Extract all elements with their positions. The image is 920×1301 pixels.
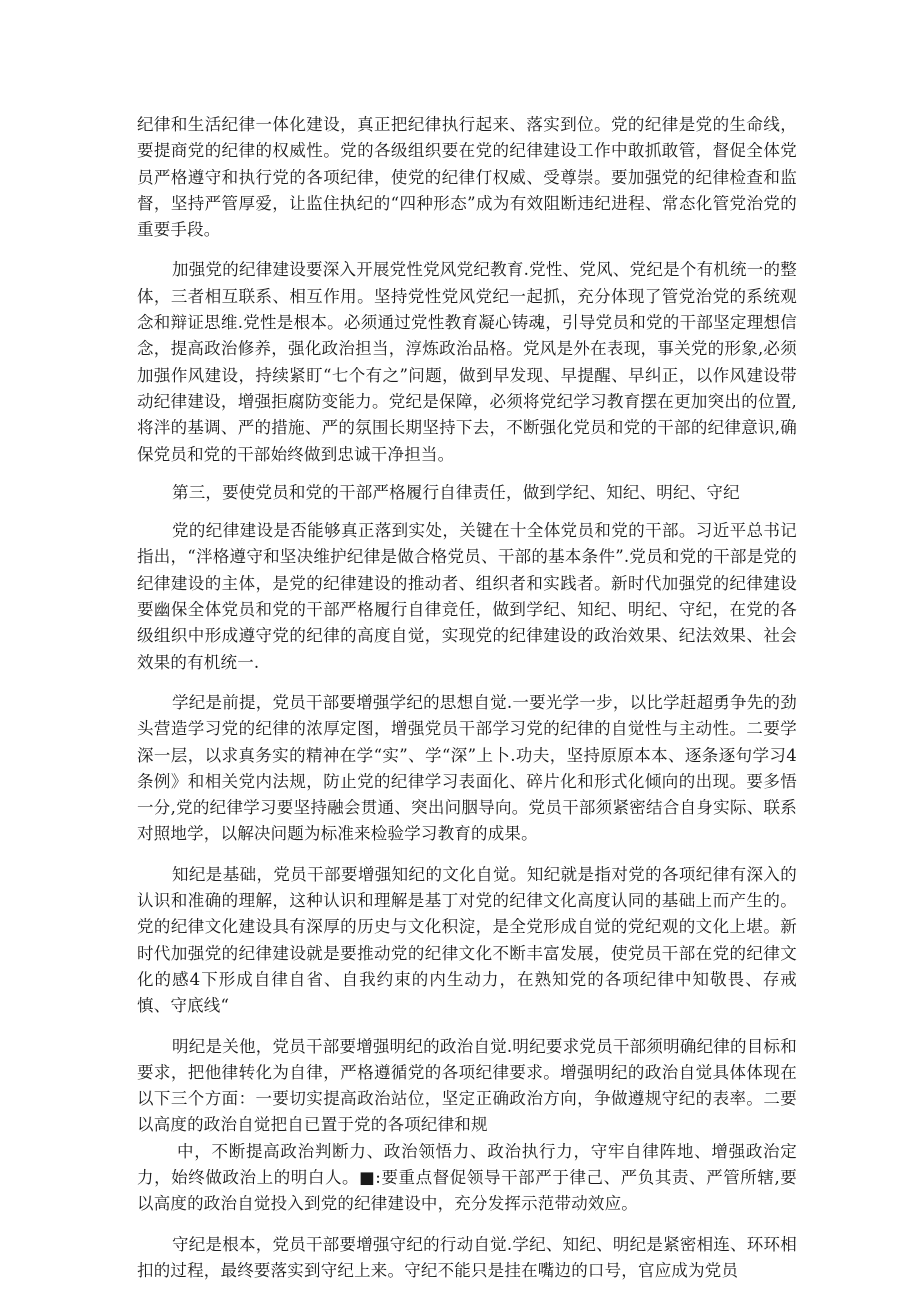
paragraph-know-discipline: 知纪是基础，党员干部要增强知纪的文化自觉。知纪就是指对党的各项纪律有深入的认识和准确的理解，这种认识和理解是基丁对党的纪律文化高度认同的基础上而产生的。党的纪律文化建设具有深厚的历史与文化积淀，是全党形成自觉的党纪观的文化上堪。新时代加强党的纪律建设就是要推动党的纪律文化不断丰富发展，使党员干部在党的纪律文化的感4下形成自律自省、自我约束的内生动力，在熟知党的各项纪律中知敬畏、存戒慎、守底线“ xyxy=(137,864,797,1016)
paragraph-understand-discipline-continued: 中，不断提高政治判断力、政治领悟力、政治执行力，守牢自律阵地、增强政治定力，始终做政治上的明白人。■:要重点督促领导干部严于律己、严负其责、严管所辖,要以高度的政治自觉投入到党的纪律建设中，充分发挥示范带动效应。 xyxy=(137,1141,797,1214)
paragraph-learn-discipline: 学纪是前提，党员干部要增强学纪的思想自觉.一要光学一步，以比学赶超勇争先的劲头营造学习党的纪律的浓厚定图，增强党员干部学习党的纪律的自觉性与主动性。二要学深一层，以求真务实的精神在学“实”、学“深”上卜.功夫，坚持原原本本、逐条逐句学习4条例》和相关党内法规，防止党的纪律学习表面化、碎片化和形式化倾向的出现。要多悟一分,党的纪律学习要坚持融会贯通、突出问胭导向。党员干部须紧密结合自身实际、联系对照地学，以解决问题为标准来检验学习教育的成果。 xyxy=(137,692,797,844)
paragraph-party-education: 加强党的纪律建设要深入开展党性党风党纪教育.党性、党风、党纪是个有机统一的整体，三者相互联系、相互作用。坚持党性党风党纪一起抓，充分体现了管党治党的系统观念和辩证思维.党性是根本。必须通过党性教育凝心铸魂，引导党员和党的干部坚定理想信念，提高政治修养，强化政治担当，淳炼政治品格。党风是外在表现，事关党的形象,必须加强作风建设，持续紧盯“七个有之”问题，做到早发现、早提醒、早纠正，以作风建设带动纪律建设，增强拒腐防变能力。党纪是保障，必须将党纪学习教育摆在更加突出的位置,将泮的基调、严的措施、严的氛围长期坚持下去，不断强化党员和党的干部的纪律意识,确保党员和党的干部始终做到忠诚干净担当。 xyxy=(137,260,797,464)
paragraph-keep-discipline: 守纪是根本，党员干部要增强守纪的行动自觉.学纪、知纪、明纪是紧密相连、环环相扣的过程，最终要落实到守纪上来。守纪不能只是挂在嘴边的口号，官应成为党员 xyxy=(137,1234,797,1280)
document-body xyxy=(137,112,797,1284)
paragraph-self-discipline: 党的纪律建设是否能够真正落到实处，关键在十全体党员和党的干部。习近平总书记指出，“泮格遵守和坚决维护纪律是做合格党员、干部的基本条件”.党员和党的干部是党的纪律建设的主体，是党的纪律建设的推动者、组织者和实践者。新时代加强党的纪律建设要幽保全体党员和党的干部严格履行自律竞任，做到学纪、知纪、明纪、守纪，在党的各级组织中形成遵守党的纪律的高度自觉，实现党的纪律建设的政治效果、纪法效果、社会效果的有机统一. xyxy=(137,521,797,672)
section-heading-third: 第三，要使党员和党的干部严格履行自律责任，做到学纪、知纪、明纪、守纪 xyxy=(172,482,740,502)
paragraph-discipline-enforcement: 纪律和生活纪律一体化建设，真正把纪律执行起来、落实到位。党的纪律是党的生命线，要提商党的纪律的权威性。党的各级组织要在党的纪律建设工作中敢抓敢管，督促全体党员严格遵守和执行党的各项纪律，使党的纪律仃权威、受尊崇。要加强党的纪律检查和监督，坚持严管厚爱，让监住执纪的“四种形态”成为有效阻断违纪进程、常态化管党治党的重要手段。 xyxy=(137,115,797,240)
paragraph-understand-discipline: 明纪是关他，党员干部要增强明纪的政治自觉.明纪要求党员干部须明确纪律的目标和要求，把他律转化为自律，严格遵循党的各项纪律要求。增强明纪的政治自觉具体体现在以下三个方面：一要切实提高政治站位，坚定正确政治方向，争做遵规守纪的表率。二要以高度的政治自觉把自已置于党的各项纪律和规 xyxy=(137,1036,797,1135)
